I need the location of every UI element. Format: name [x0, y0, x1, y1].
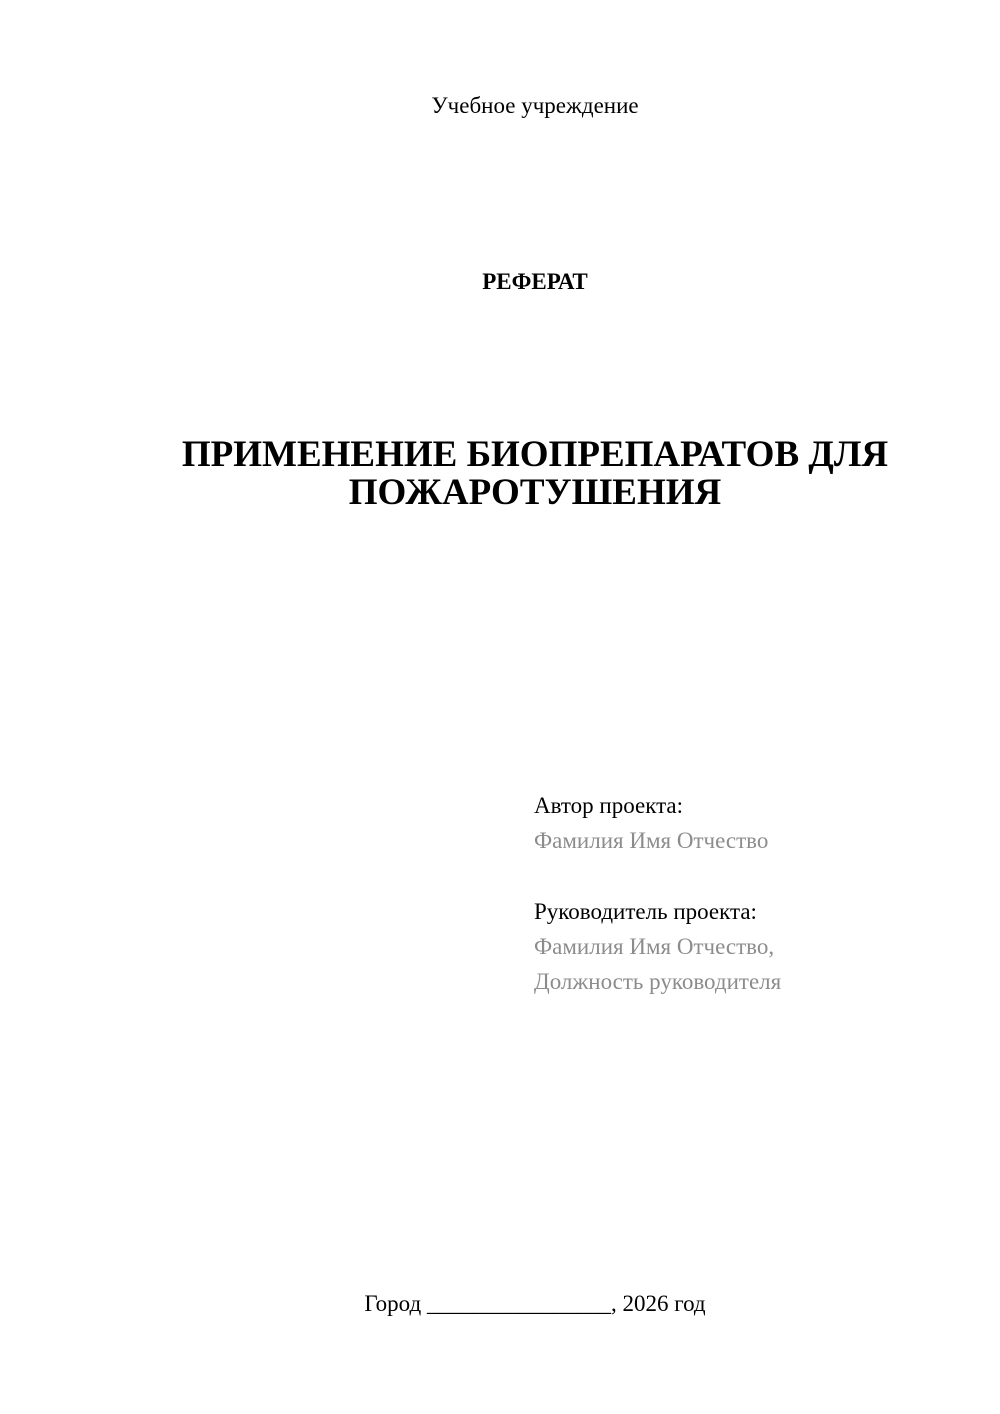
- supervisor-label: Руководитель проекта:: [534, 899, 757, 924]
- author-name: Фамилия Имя Отчество: [534, 828, 769, 853]
- project-people-block: [534, 788, 954, 999]
- institution-name: Учебное учреждение: [431, 93, 639, 118]
- supervisor-name: Фамилия Имя Отчество,: [534, 934, 775, 959]
- author-label: Автор проекта:: [534, 793, 683, 818]
- supervisor-position: Должность руководителя: [534, 969, 782, 994]
- document-title: [150, 436, 920, 512]
- city-year-line: Город ________________, 2026 год: [364, 1291, 706, 1316]
- spacer: [534, 858, 954, 894]
- document-title-line-1: ПРИМЕНЕНИЕ БИОПРЕПАРАТОВ ДЛЯ: [181, 434, 889, 475]
- document-title-line-2: ПОЖАРОТУШЕНИЯ: [348, 472, 722, 513]
- document-type: РЕФЕРАТ: [482, 269, 588, 294]
